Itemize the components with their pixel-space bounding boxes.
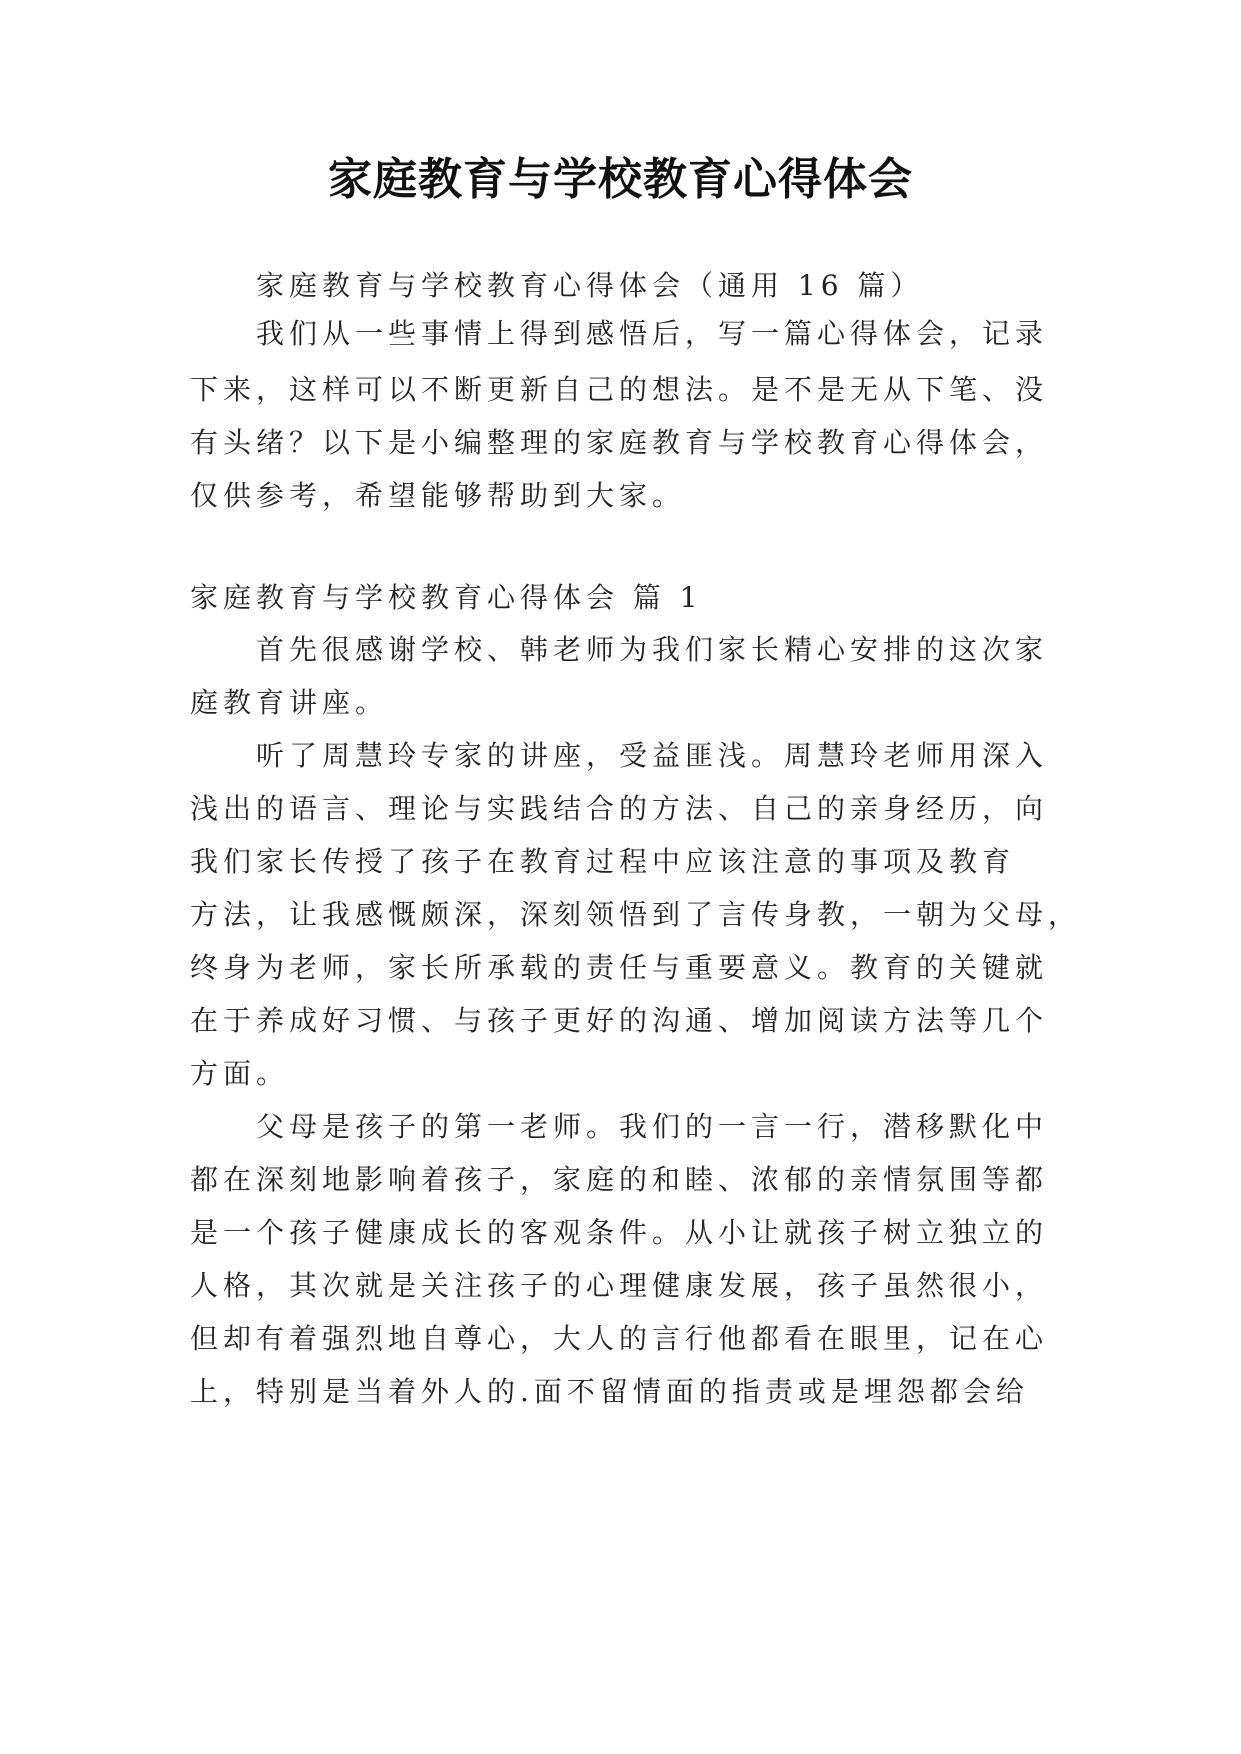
para3-line-6: 上，特别是当着外人的.面不留情面的指责或是埋怨都会给 bbox=[190, 1375, 1029, 1408]
para3-line-1: 父母是孩子的第一老师。我们的一言一行，潜移默化中 bbox=[256, 1110, 1049, 1143]
intro-line-2: 下来，这样可以不断更新自己的想法。是不是无从下笔、没 bbox=[190, 373, 1049, 406]
para2-line-3: 我们家长传授了孩子在教育过程中应该注意的事项及教育 bbox=[190, 845, 1016, 878]
para2-line-2: 浅出的语言、理论与实践结合的方法、自己的亲身经历，向 bbox=[190, 792, 1049, 825]
intro-line-3: 有头绪？以下是小编整理的家庭教育与学校教育心得体会， bbox=[190, 426, 1049, 459]
para2-line-5: 终身为老师，家长所承载的责任与重要意义。教育的关键就 bbox=[190, 951, 1049, 984]
intro-line-1: 我们从一些事情上得到感悟后，写一篇心得体会，记录 bbox=[256, 317, 1049, 350]
para3-line-2: 都在深刻地影响着孩子，家庭的和睦、浓郁的亲情氛围等都 bbox=[190, 1163, 1049, 1196]
para2-line-7: 方面。 bbox=[190, 1057, 290, 1090]
para3-line-3: 是一个孩子健康成长的客观条件。从小让就孩子树立独立的 bbox=[190, 1216, 1049, 1249]
para3-line-4: 人格，其次就是关注孩子的心理健康发展，孩子虽然很小， bbox=[190, 1269, 1049, 1302]
para2-line-6: 在于养成好习惯、与孩子更好的沟通、增加阅读方法等几个 bbox=[190, 1004, 1049, 1037]
para3-line-5: 但却有着强烈地自尊心，大人的言行他都看在眼里，记在心 bbox=[190, 1322, 1049, 1355]
document-subtitle: 家庭教育与学校教育心得体会（通用 16 篇） bbox=[256, 269, 924, 302]
section-heading: 家庭教育与学校教育心得体会 篇 1 bbox=[190, 581, 703, 614]
para1-line-1: 首先很感谢学校、韩老师为我们家长精心安排的这次家 bbox=[256, 633, 1049, 666]
para2-line-1: 听了周慧玲专家的讲座，受益匪浅。周慧玲老师用深入 bbox=[256, 739, 1049, 772]
intro-line-4: 仅供参考，希望能够帮助到大家。 bbox=[190, 479, 686, 512]
para1-line-2: 庭教育讲座。 bbox=[190, 686, 389, 719]
para2-line-4: 方法，让我感慨颇深，深刻领悟到了言传身教，一朝为父母， bbox=[190, 898, 1082, 931]
document-title: 家庭教育与学校教育心得体会 bbox=[328, 154, 913, 205]
